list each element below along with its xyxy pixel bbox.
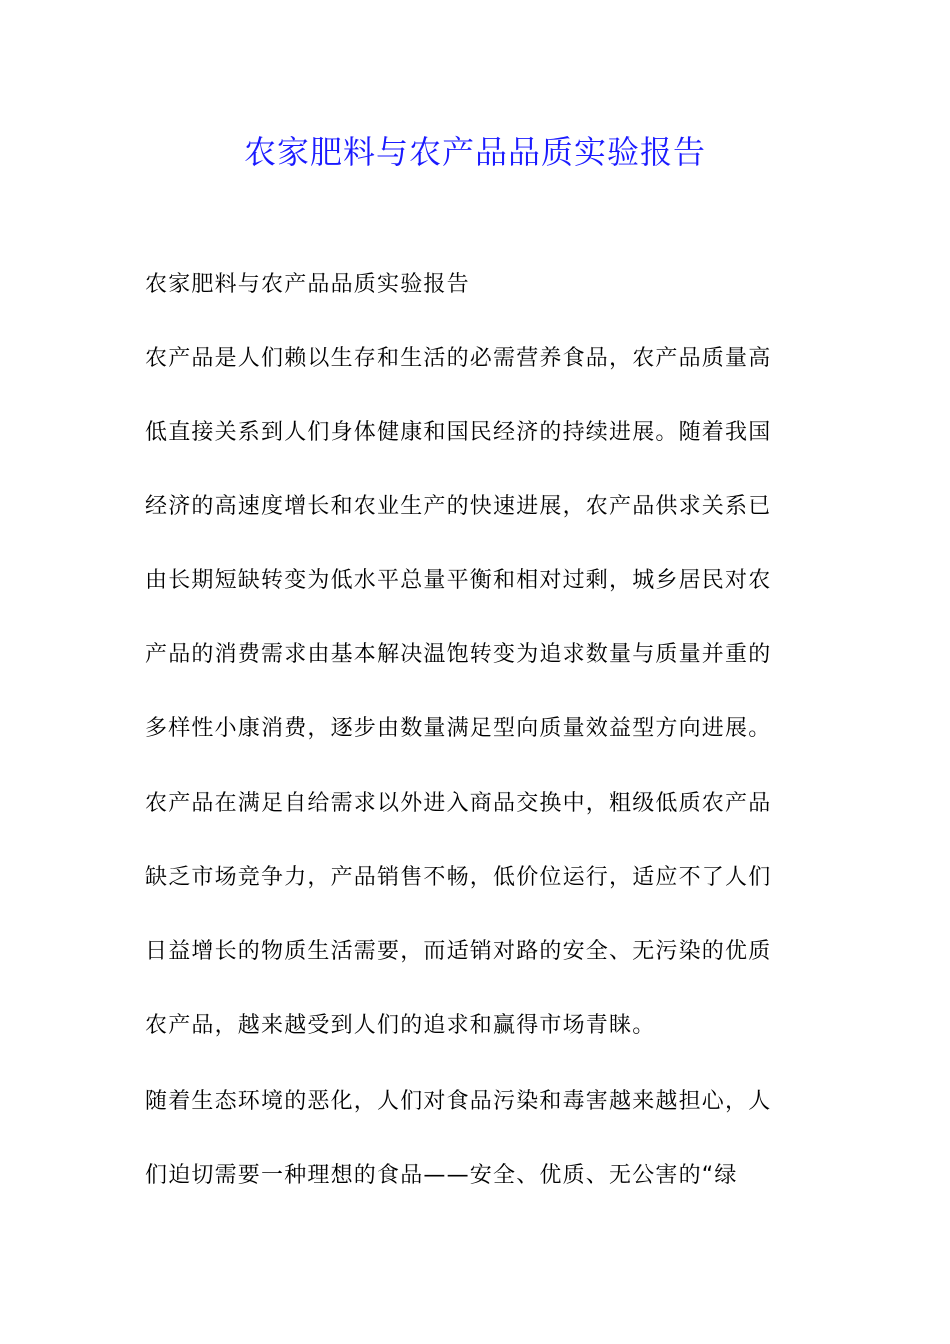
paragraph-line: 产品的消费需求由基本解决温饱转变为追求数量与质量并重的 — [145, 642, 772, 667]
paragraph-line: 随着生态环境的恶化，人们对食品污染和毒害越来越担心，人 — [145, 1089, 772, 1114]
document-subtitle: 农家肥料与农产品品质实验报告 — [145, 272, 470, 297]
paragraph-line: 缺乏市场竞争力，产品销售不畅，低价位运行，适应不了人们 — [145, 865, 772, 890]
paragraph-2 — [145, 787, 815, 1083]
paragraph-line: 农产品，越来越受到人们的追求和赢得市场青睐。 — [145, 1013, 656, 1038]
paragraph-line: 低直接关系到人们身体健康和国民经济的持续进展。随着我国 — [145, 420, 772, 445]
paragraph-1 — [145, 342, 815, 786]
paragraph-3 — [145, 1085, 815, 1233]
document-title: 农家肥料与农产品品质实验报告 — [243, 133, 706, 171]
paragraph-line: 们迫切需要一种理想的食品——安全、优质、无公害的“绿 — [145, 1163, 738, 1188]
paragraph-line: 多样性小康消费，逐步由数量满足型向质量效益型方向进展。 — [145, 716, 772, 741]
paragraph-line: 农产品是人们赖以生存和生活的必需营养食品，农产品质量高 — [145, 346, 772, 371]
paragraph-line: 农产品在满足自给需求以外进入商品交换中，粗级低质农产品 — [145, 791, 772, 816]
paragraph-line: 日益增长的物质生活需要，而适销对路的安全、无污染的优质 — [145, 939, 772, 964]
paragraph-line: 经济的高速度增长和农业生产的快速进展，农产品供求关系已 — [145, 494, 772, 519]
paragraph-line: 由长期短缺转变为低水平总量平衡和相对过剩，城乡居民对农 — [145, 568, 772, 593]
